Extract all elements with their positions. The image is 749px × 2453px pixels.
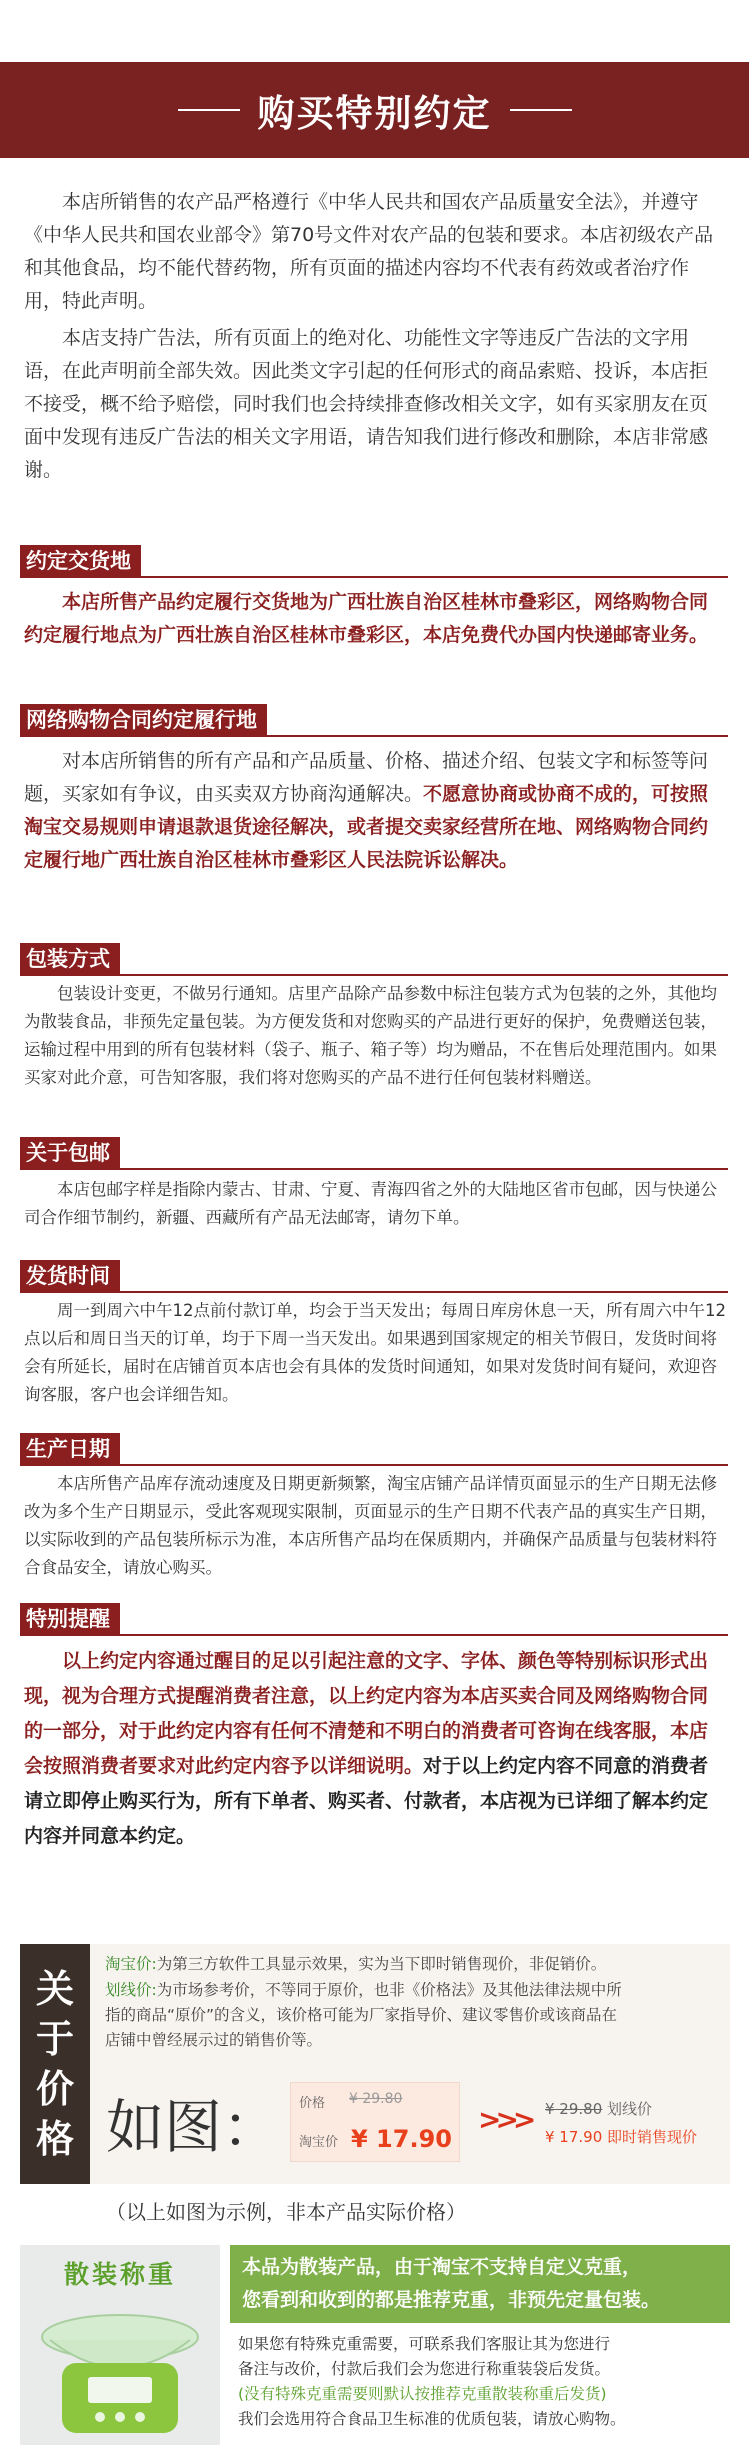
line-price-label: 划线价: [105, 1981, 157, 1999]
section-header-ship-time: 发货时间 [20, 1260, 120, 1293]
sample-old-price: ¥ 29.80 [349, 2091, 403, 2107]
compare-old-label: 划线价 [602, 2100, 653, 2118]
section-rule-contract [20, 735, 728, 737]
page-title: 购买特别约定 [257, 92, 492, 135]
bulk-weigh-title: 散装称重 [63, 2260, 176, 2289]
price-label-char-3: 价 [35, 2067, 74, 2111]
ship-time-text: 周一到周六中午12点前付款订单，均会于当天发出；每周日库房休息一天，所有周六中午12点以后和周日当天的订单，均于下周一当天发出。如果遇到国家规定的相关节假日，发货时间将会有所延长，届时在店铺首页本店也会有具体的发货时间通知，如果对发货时间有疑问，欢迎咨询客服，客户也会详细告知。 [24, 1301, 726, 1404]
line-price-note-3: 店铺中曾经展示过的销售价等。 [105, 2031, 323, 2049]
section-rule-delivery [20, 576, 728, 578]
intro-paragraph-1: 本店所销售的农产品严格遵行《中华人民共和国农产品质量安全法》，并遵守《中华人民共和国农业部令》第70号文件对农产品的包装和要求。本店初级农产品和其他食品，均不能代替药物，所有页面的描述内容均不代表有药效或者治疗作用，特此声明。 [24, 191, 714, 312]
as-shown-label: 如图： [106, 2093, 281, 2161]
top-whitespace [0, 0, 749, 62]
section-rule-packing [20, 974, 728, 976]
contract-text-bold: 不愿意协商或协商不成的，可按照淘宝交易规则申请退款退货途径解决，或者提交卖家经营所在地、网络购物合同约定履行地广西壮族自治区桂林市叠彩区人民法院诉讼解决。 [24, 783, 709, 871]
kitchen-scale-icon [20, 2245, 220, 2445]
sample-taobao-label: 淘宝价 [299, 2135, 339, 2150]
line-price-note-1 [105, 1978, 622, 2003]
sample-price-label: 价格 [299, 2096, 326, 2111]
sample-new-price: ¥ 17.90 [351, 2125, 452, 2153]
compare-old-price [545, 2098, 652, 2119]
packing-text: 包装设计变更，不做另行通知。店里产品除产品参数中标注包装方式为包装的之外，其他均为散装食品，非预先定量包装。为方便发货和对您购买的产品进行更好的保护，免费赠送包装，运输过程中用到的所有包装材料（袋子、瓶子、箱子等）均为赠品，不在售后处理范围内。如果买家对此介意，可告知客服，我们将对您购买的产品不进行任何包装材料赠送。 [24, 984, 717, 1087]
bulk-text-2: 备注与改价，付款后我们会为您进行称重装袋后发货。 [238, 2360, 611, 2378]
line-price-note-2: 指的商品“原价”的含义，该价格可能为厂家指导价、建议零售价或该商品在 [105, 2006, 618, 2024]
price-side-label [20, 1944, 90, 2184]
arrow-icon: >>> [478, 2103, 531, 2136]
reminder-text-red: 以上约定内容通过醒目的足以引起注意的文字、字体、颜色等特别标识形式出现，视为合理方式提醒消费者注意，以上约定内容为本店买卖合同及网络购物合同的一部分，对于此约定内容有任何不清楚和不明白的消费者可咨询在线客服，本店会按照消费者要求对此约定内容予以详细说明。 [24, 1650, 709, 1777]
bulk-notice-header [230, 2245, 730, 2323]
production-date-text: 本店所售产品库存流动速度及日期更新频繁，淘宝店铺产品详情页面显示的生产日期无法修改为多个生产日期显示，受此客观现实限制，页面显示的生产日期不代表产品的真实生产日期，以实际收到的产品包装所标示为准，本店所售产品均在保质期内，并确保产品质量与包装材料符合食品安全，请放心购买。 [24, 1474, 717, 1577]
bulk-notice-line-2: 您看到和收到的都是推荐克重，非预先定量包装。 [242, 2289, 661, 2311]
price-label-char-4: 格 [35, 2117, 74, 2161]
line-price-text-1: 为市场参考价，不等同于原价，也非《价格法》及其他法律法规中所 [156, 1981, 622, 1999]
section-rule-production-date [20, 1464, 728, 1466]
price-label-char-2: 于 [35, 2017, 74, 2061]
taobao-price-note [105, 1952, 606, 1977]
section-header-delivery: 约定交货地 [20, 545, 141, 578]
price-label-char-1: 关 [35, 1967, 74, 2011]
reminder-text-black: 对于以上约定内容不同意的消费者请立即停止购买行为，所有下单者、购买者、付款者，本店视为已详细了解本约定内容并同意本约定。 [24, 1755, 709, 1847]
free-shipping-text: 本店包邮字样是指除内蒙古、甘肃、宁夏、青海四省之外的大陆地区省市包邮，因与快递公司合作细节制约，新疆、西藏所有产品无法邮寄，请勿下单。 [24, 1180, 717, 1227]
section-header-packing: 包装方式 [20, 943, 120, 976]
contract-text-plain: 对本店所销售的所有产品和产品质量、价格、描述介绍、包装文字和标签等问题，买家如有争议，由买卖双方协商沟通解决。 [24, 750, 709, 805]
section-rule-free-shipping [20, 1168, 728, 1170]
compare-old-value: ¥ 29.80 [545, 2100, 603, 2118]
taobao-price-text: 为第三方软件工具显示效果，实为当下即时销售现价，非促销价。 [156, 1955, 607, 1973]
intro-paragraph-2: 本店支持广告法，所有页面上的绝对化、功能性文字等违反广告法的文字用语，在此声明前全部失效。因此类文字引起的任何形式的商品索赔、投诉，本店拒不接受，概不给予赔偿，同时我们也会持续排查修改相关文字，如有买家朋友在页面中发现有违反广告法的相关文字用语，请告知我们进行修改和删除，本店非常感谢。 [24, 327, 709, 481]
section-rule-reminder [20, 1634, 728, 1636]
example-caption: （以上如图为示例，非本产品实际价格） [106, 2200, 466, 2224]
section-rule-ship-time [20, 1291, 728, 1293]
title-banner [0, 62, 749, 158]
bulk-text-3: (没有特殊克重需要则默认按推荐克重散装称重后发货) [238, 2385, 607, 2403]
price-sample-box [290, 2082, 460, 2162]
contract-text [24, 745, 726, 877]
bulk-text-1: 如果您有特殊克重需要，可联系我们客服让其为您进行 [238, 2335, 611, 2353]
bulk-text-4: 我们会选用符合食品卫生标准的优质包装，请放心购物。 [238, 2410, 626, 2428]
section-header-production-date: 生产日期 [20, 1433, 120, 1466]
section-header-contract: 网络购物合同约定履行地 [20, 704, 267, 737]
banner-rule-right [510, 109, 572, 111]
section-header-reminder: 特别提醒 [20, 1603, 120, 1636]
taobao-price-label: 淘宝价: [105, 1955, 157, 1973]
bulk-weigh-panel [20, 2245, 220, 2445]
bulk-notice-line-1: 本品为散装产品，由于淘宝不支持自定义克重， [242, 2256, 642, 2278]
section-header-free-shipping: 关于包邮 [20, 1137, 120, 1170]
banner-rule-left [178, 109, 240, 111]
reminder-text [24, 1644, 726, 1854]
compare-new-price: ¥ 17.90 即时销售现价 [545, 2128, 698, 2146]
delivery-text: 本店所售产品约定履行交货地为广西壮族自治区桂林市叠彩区，网络购物合同约定履行地点为广西壮族自治区桂林市叠彩区，本店免费代办国内快递邮寄业务。 [24, 591, 709, 646]
